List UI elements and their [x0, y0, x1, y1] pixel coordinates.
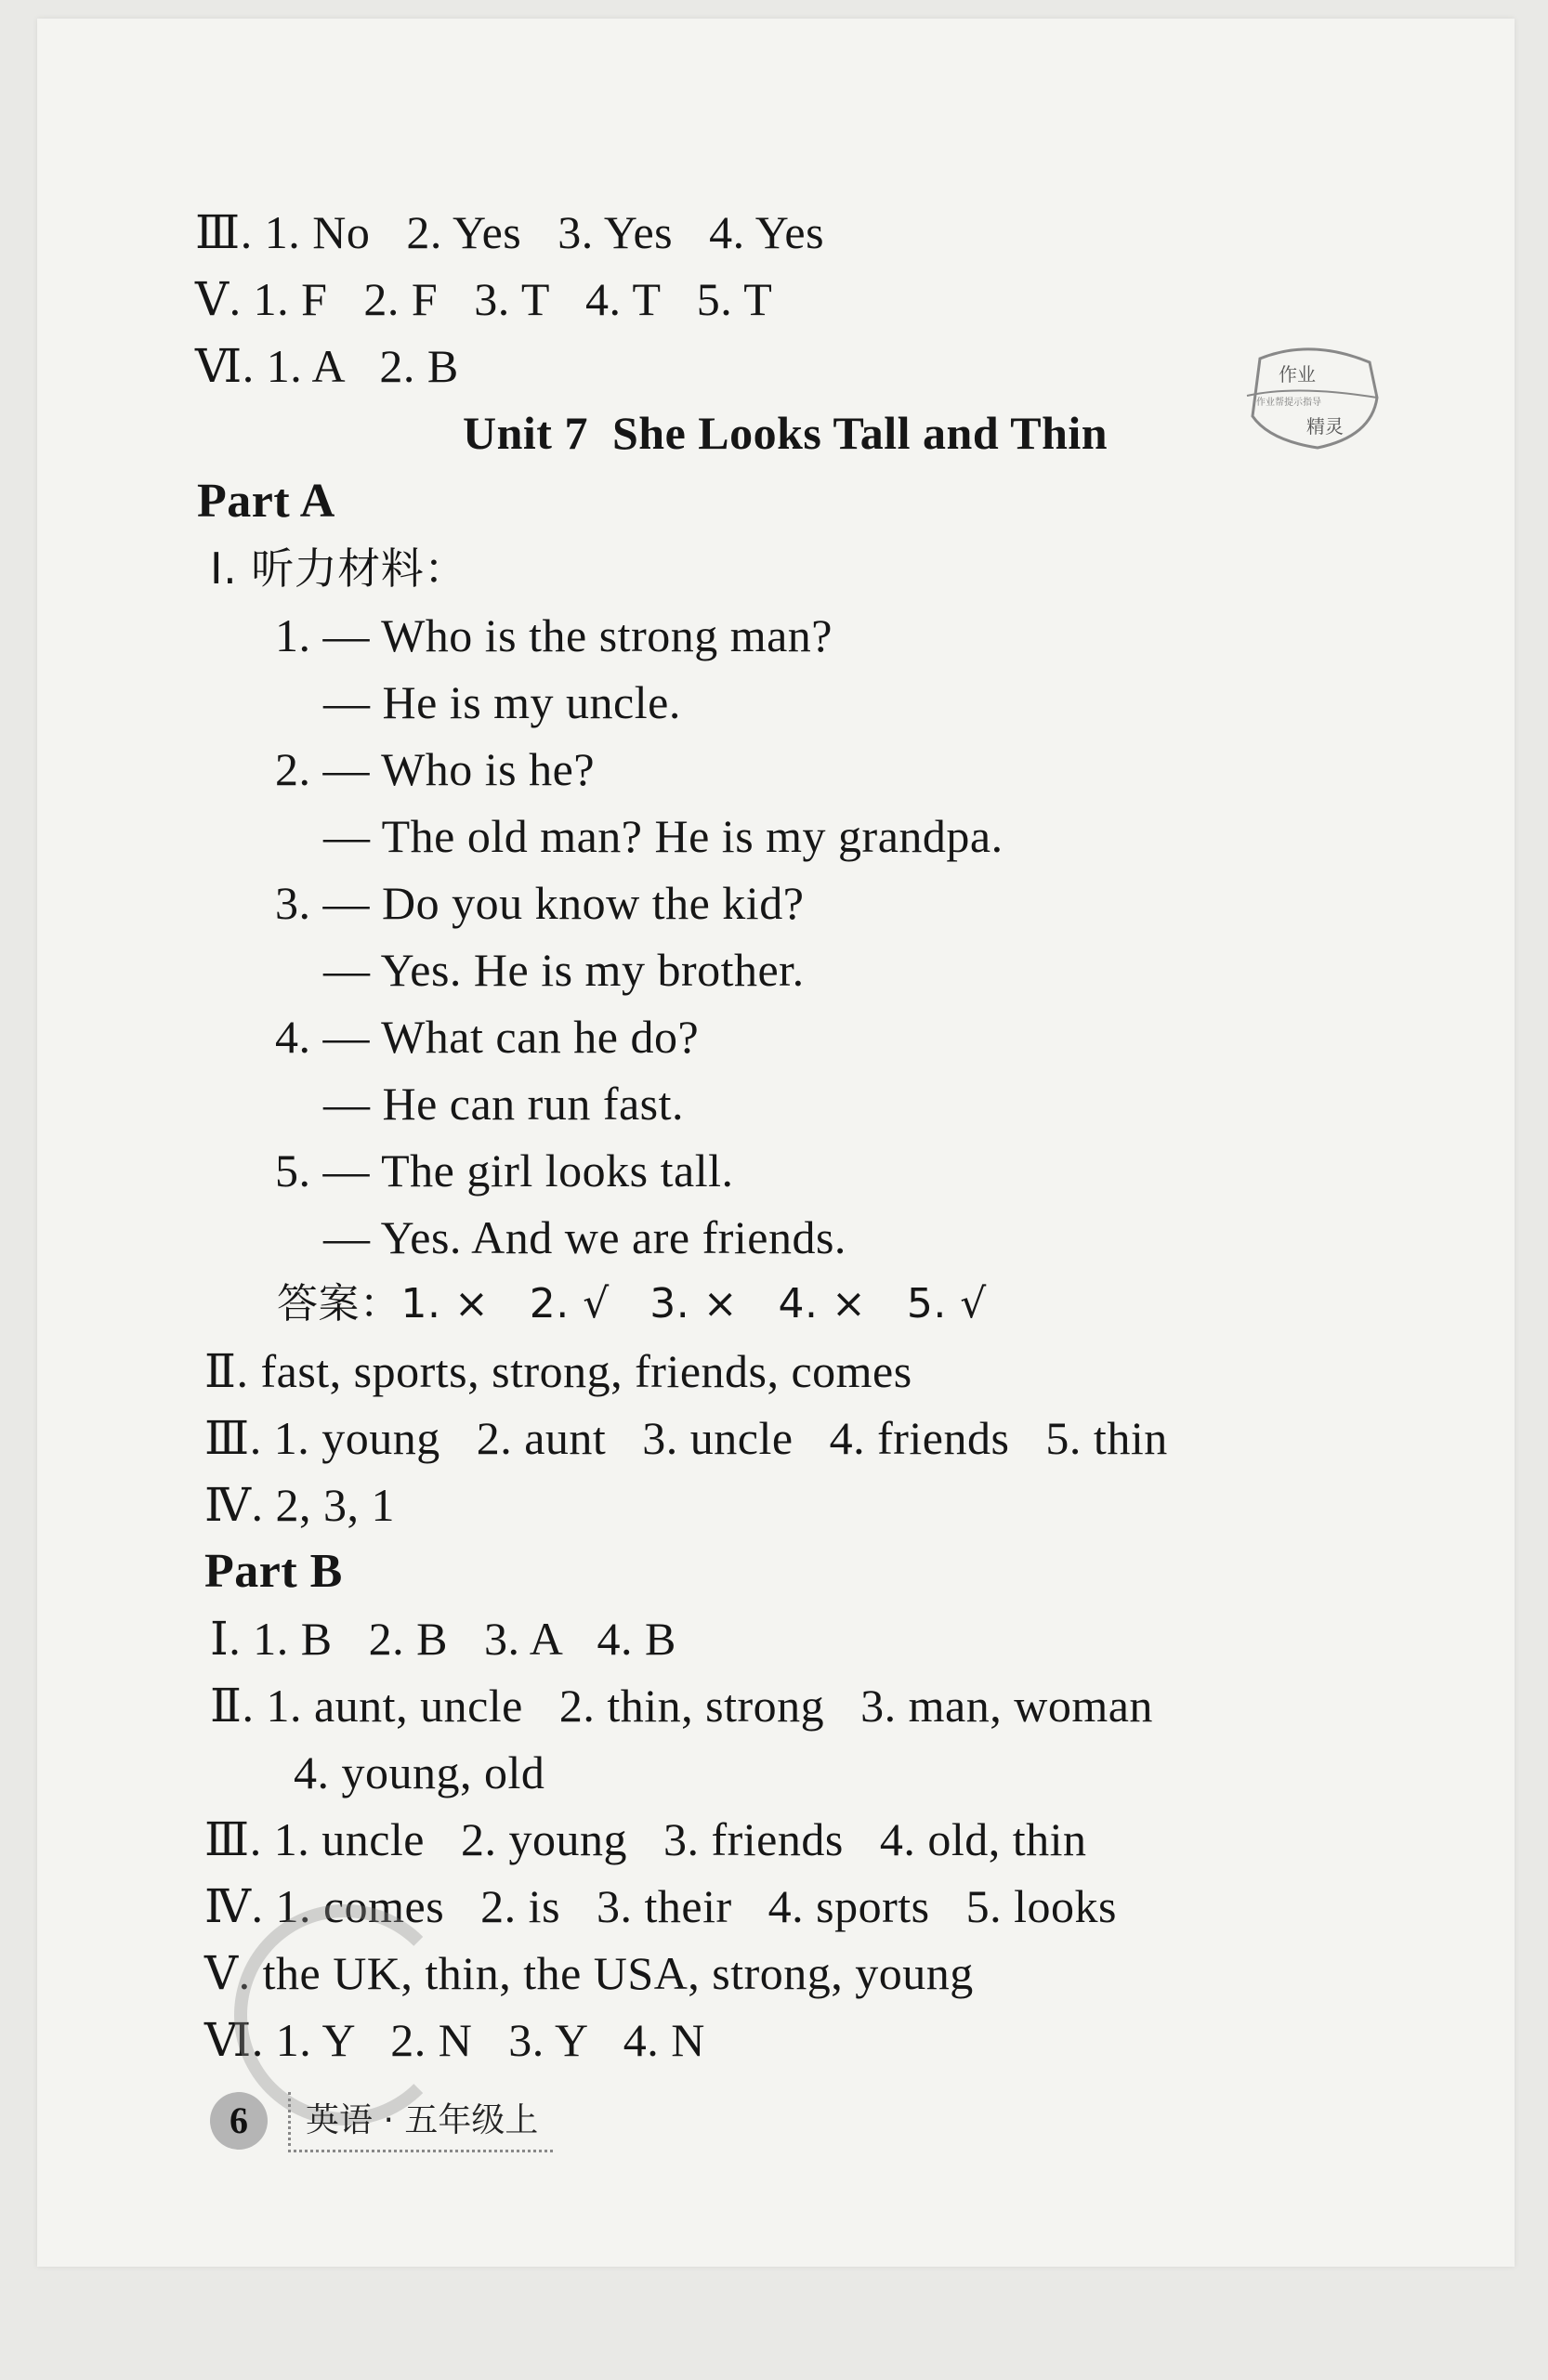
- dialogue-line: — The old man? He is my grandpa.: [275, 810, 1004, 862]
- dialogue-line: — He can run fast.: [275, 1078, 685, 1130]
- dialogue-line: — Yes. He is my brother.: [275, 944, 805, 996]
- homework-stamp-icon: [1241, 340, 1381, 450]
- stamp-top-text: 作业: [1279, 363, 1316, 386]
- part-b-section-6: Ⅵ. 1. Y 2. N 3. Y 4. N: [204, 2014, 705, 2066]
- part-b-section-4: Ⅳ. 1. comes 2. is 3. their 4. sports 5. looks: [204, 1880, 1117, 1932]
- part-b-section-5: Ⅴ. the UK, thin, the USA, strong, young: [204, 1947, 974, 1999]
- dialogue-line: 5. — The girl looks tall.: [275, 1144, 734, 1197]
- part-b-heading: Part B: [204, 1545, 343, 1598]
- part-a-section-1-label: Ⅰ. 听力材料：: [210, 543, 467, 594]
- unit-title: Unit 7 She Looks Tall and Thin: [463, 407, 1109, 459]
- page-number-badge: 6: [210, 2092, 268, 2150]
- part-b-section-3: Ⅲ. 1. uncle 2. young 3. friends 4. old, thin: [204, 1813, 1087, 1865]
- footer-subject-label: 英语 · 五年级上: [288, 2092, 553, 2152]
- part-b-section-2-line-2: 4. young, old: [294, 1746, 545, 1798]
- part-a-heading: Part A: [197, 475, 335, 528]
- answer-page: [37, 19, 1515, 2267]
- dialogue-line: 3. — Do you know the kid?: [275, 877, 805, 929]
- dialogue-line: 2. — Who is he?: [275, 743, 596, 795]
- part-a-answer: 答案：1. × 2. √ 3. × 4. × 5. √: [277, 1280, 987, 1327]
- dialogue-line: — Yes. And we are friends.: [275, 1211, 846, 1263]
- part-b-section-2-line-1: Ⅱ. 1. aunt, uncle 2. thin, strong 3. man, woman: [210, 1680, 1153, 1732]
- stamp-bottom-text: 精灵: [1306, 415, 1344, 438]
- part-a-section-3: Ⅲ. 1. young 2. aunt 3. uncle 4. friends 5. thin: [204, 1412, 1168, 1464]
- part-a-section-4: Ⅳ. 2, 3, 1: [204, 1479, 395, 1531]
- part-a-section-2: Ⅱ. fast, sports, strong, friends, comes: [204, 1345, 912, 1397]
- top-section-line-2: Ⅴ. 1. F 2. F 3. T 4. T 5. T: [195, 273, 773, 325]
- top-section-line-3: Ⅵ. 1. A 2. B: [195, 340, 459, 392]
- dialogue-line: 4. — What can he do?: [275, 1011, 700, 1063]
- dialogue-line: 1. — Who is the strong man?: [275, 609, 833, 661]
- part-b-section-1: Ⅰ. 1. B 2. B 3. A 4. B: [210, 1613, 676, 1665]
- dialogue-line: — He is my uncle.: [275, 676, 681, 728]
- stamp-middle-text: 作业帮提示指导: [1256, 398, 1321, 408]
- top-section-line-1: Ⅲ. 1. No 2. Yes 3. Yes 4. Yes: [195, 206, 825, 258]
